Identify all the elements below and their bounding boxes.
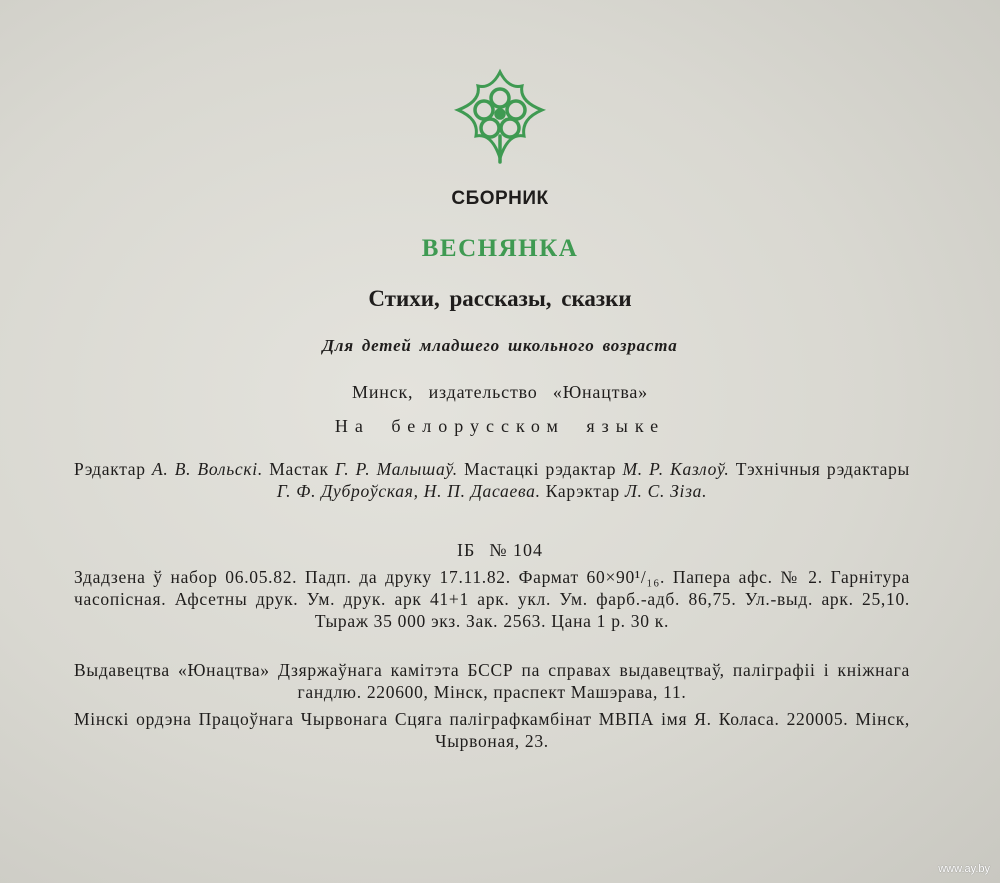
tech-editors-names: Г. Ф. Дуброўская, Н. П. Дасаева. [276, 481, 541, 501]
credits-paragraph [74, 458, 910, 502]
artist-name: Г. Р. Малышаў. [334, 459, 458, 479]
art-editor-name: М. Р. Казлоў. [622, 459, 730, 479]
art-editor-label: Мастацкі рэдактар [464, 459, 617, 479]
publisher-line: Минск, издательство «Юнацтва» [352, 382, 648, 402]
collection-label: СБОРНИК [451, 188, 549, 209]
watermark: www.ay.by [938, 863, 990, 875]
flower-emblem-icon [450, 66, 550, 166]
ib-value: № 104 [489, 540, 544, 560]
ib-number [0, 540, 1000, 561]
proofreader-label: Карэктар [545, 481, 620, 501]
language-line: На белорусском языке [334, 416, 666, 436]
editor-name: А. В. Вольскі. [152, 459, 263, 479]
artist-label: Мастак [269, 459, 329, 479]
ib-label: ІБ [456, 540, 476, 560]
printer-details: Мінскі ордэна Працоўнага Чырвонага Сцяга паліграфкамбінат МВПА імя Я. Коласа. 220005. Мінск, Чырвоная, 23. [74, 709, 910, 751]
technical-details: Здадзена ў набор 06.05.82. Падп. да друку 17.11.82. Фармат 60×90¹/₁₆. Папера афс. № 2. Гарнітура часопісная. Афсетны друк. Ум. друк. арк 41+1 арк. укл. Ум. фарб.-адб. 86,75. Ул.-выд. арк. 25,10. Тыраж 35 000 экз. Зак. 2563. Цана 1 р. 30 к. [74, 567, 910, 631]
audience-note: Для детей младшего школьного возраста [322, 336, 678, 355]
book-subtitle: Стихи, рассказы, сказки [368, 286, 632, 311]
editor-label: Рэдактар [74, 459, 146, 479]
publisher-details: Выдавецтва «Юнацтва» Дзяржаўнага камітэта БССР па справах выдавецтваў, паліграфіі і кніжнага гандлю. 220600, Мінск, праспект Машэрава, 11. [74, 660, 910, 702]
tech-editors-label: Тэхнічныя рэдактары [735, 459, 910, 479]
proofreader-name: Л. С. Зіза. [624, 481, 708, 501]
book-title: ВЕСНЯНКА [421, 235, 579, 262]
